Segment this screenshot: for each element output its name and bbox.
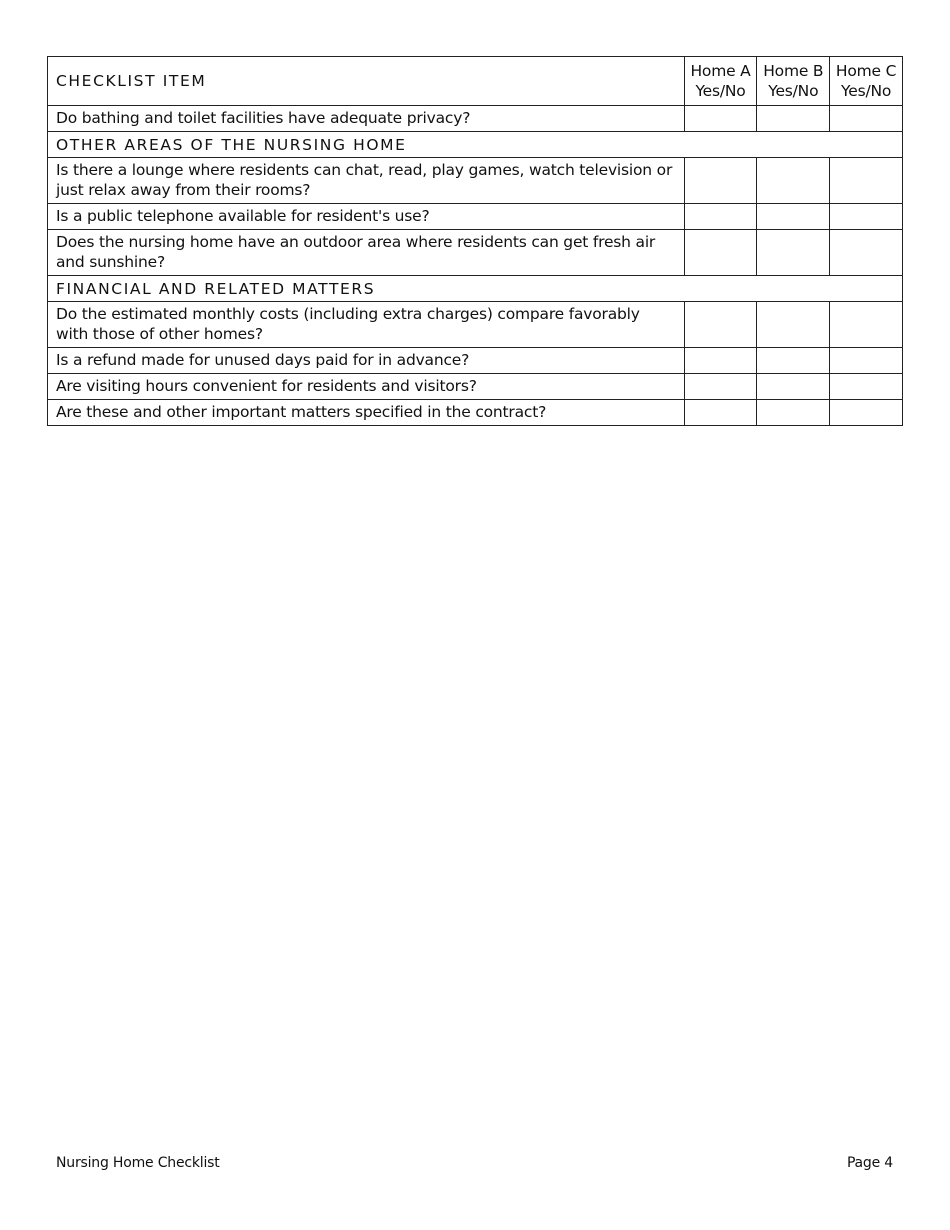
table-row bbox=[48, 106, 903, 132]
home-a-answer-cell[interactable] bbox=[684, 230, 757, 276]
checklist-item-text: Is a public telephone available for resident's use? bbox=[48, 204, 685, 230]
home-b-answer-cell[interactable] bbox=[757, 230, 830, 276]
home-b-answer-cell[interactable] bbox=[757, 302, 830, 348]
home-c-name: Home C bbox=[835, 61, 897, 80]
home-b-answer-cell[interactable] bbox=[757, 106, 830, 132]
footer-document-title: Nursing Home Checklist bbox=[56, 1155, 220, 1171]
section-title: OTHER AREAS OF THE NURSING HOME bbox=[48, 132, 903, 158]
table-row bbox=[48, 348, 903, 374]
checklist-table bbox=[47, 56, 903, 426]
section-header-row bbox=[48, 132, 903, 158]
home-b-answer-cell[interactable] bbox=[757, 158, 830, 204]
home-a-header bbox=[684, 57, 757, 106]
home-a-answer-cell[interactable] bbox=[684, 204, 757, 230]
home-c-answer-cell[interactable] bbox=[830, 230, 903, 276]
home-c-answer-cell[interactable] bbox=[830, 302, 903, 348]
checklist-item-text: Are these and other important matters specified in the contract? bbox=[48, 400, 685, 426]
table-row bbox=[48, 302, 903, 348]
home-b-header bbox=[757, 57, 830, 106]
checklist-item-text: Do bathing and toilet facilities have adequate privacy? bbox=[48, 106, 685, 132]
home-a-answer-cell[interactable] bbox=[684, 158, 757, 204]
table-row bbox=[48, 400, 903, 426]
section-title: FINANCIAL AND RELATED MATTERS bbox=[48, 276, 903, 302]
home-a-name: Home A bbox=[690, 61, 751, 80]
home-a-answer-cell[interactable] bbox=[684, 374, 757, 400]
table-row bbox=[48, 158, 903, 204]
table-row bbox=[48, 374, 903, 400]
home-b-answer-cell[interactable] bbox=[757, 400, 830, 426]
home-c-answer-cell[interactable] bbox=[830, 400, 903, 426]
checklist-item-text: Is there a lounge where residents can chat, read, play games, watch television or just relax away from their rooms? bbox=[48, 158, 685, 204]
table-row bbox=[48, 204, 903, 230]
home-c-answer-cell[interactable] bbox=[830, 348, 903, 374]
home-a-answer-cell[interactable] bbox=[684, 106, 757, 132]
home-b-answer-label: Yes/No bbox=[768, 81, 819, 100]
checklist-item-text: Does the nursing home have an outdoor area where residents can get fresh air and sunshine? bbox=[48, 230, 685, 276]
table-row bbox=[48, 230, 903, 276]
home-c-answer-cell[interactable] bbox=[830, 158, 903, 204]
home-c-answer-cell[interactable] bbox=[830, 374, 903, 400]
table-header-row bbox=[48, 57, 903, 106]
home-b-name: Home B bbox=[763, 61, 824, 80]
checklist-item-header: CHECKLIST ITEM bbox=[48, 57, 685, 106]
home-a-answer-cell[interactable] bbox=[684, 348, 757, 374]
home-b-answer-cell[interactable] bbox=[757, 348, 830, 374]
home-c-answer-cell[interactable] bbox=[830, 204, 903, 230]
home-a-answer-cell[interactable] bbox=[684, 302, 757, 348]
home-c-answer-cell[interactable] bbox=[830, 106, 903, 132]
home-c-header bbox=[830, 57, 903, 106]
home-a-answer-cell[interactable] bbox=[684, 400, 757, 426]
checklist-item-text: Are visiting hours convenient for residents and visitors? bbox=[48, 374, 685, 400]
home-b-answer-cell[interactable] bbox=[757, 204, 830, 230]
section-header-row bbox=[48, 276, 903, 302]
footer-page-number: Page 4 bbox=[846, 1155, 893, 1171]
home-b-answer-cell[interactable] bbox=[757, 374, 830, 400]
checklist-item-text: Is a refund made for unused days paid for in advance? bbox=[48, 348, 685, 374]
checklist-item-text: Do the estimated monthly costs (including extra charges) compare favorably with those of other homes? bbox=[48, 302, 685, 348]
home-c-answer-label: Yes/No bbox=[841, 81, 892, 100]
home-a-answer-label: Yes/No bbox=[695, 81, 746, 100]
